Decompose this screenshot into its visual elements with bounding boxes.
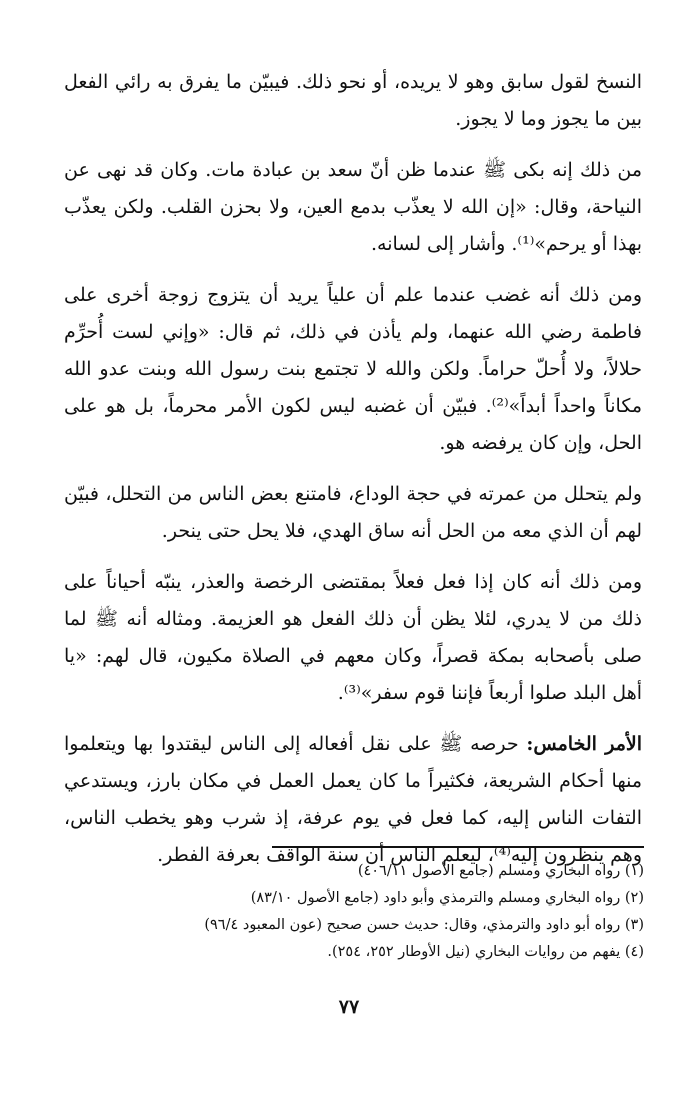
footnote-separator	[272, 846, 644, 848]
footnote-3: (٣) رواه أبو داود والترمذي، وقال: حديث حسن صحيح (عون المعبود ٩٦/٤)	[204, 917, 644, 933]
section-heading-fifth: الأمر الخامس:	[526, 733, 642, 755]
paragraph-6-text: حرصه ﷺ على نقل أفعاله إلى الناس ليقتدوا بها ويتعلموا منها أحكام الشريعة، فكثيراً ما كان يعمل العمل في مكان بارز، ويستدعي التفات الناس إليه، كما فعل في يوم عرفة، إذ شرب وهو يخطب الناس، وهم ينظرون إليه⁽⁴⁾، ليعلم الناس أن سنة الواقف بعرفة الفطر.	[64, 733, 642, 866]
footnote-1: (١) رواه البخاري ومسلم (جامع الأصول ٤٠٦/١١)	[357, 863, 644, 879]
footnotes	[64, 858, 644, 966]
paragraph-3: ومن ذلك أنه غضب عندما علم أن علياً يريد أن يتزوج زوجة أخرى على فاطمة رضي الله عنهما، ولم يأذن في ذلك، ثم قال: «وإني لست أُحرِّم حلالاً، ولا أُحلّ حراماً. ولكن والله لا تجتمع بنت رسول الله وبنت عدو الله مكاناً واحداً أبداً»⁽²⁾. فبيّن أن غضبه ليس لكون الأمر محرماً، بل هو على الحل، وإن كان يرفضه هو.	[64, 284, 642, 454]
paragraph-6	[64, 726, 642, 874]
footnote-4: (٤) يفهم من روايات البخاري (نيل الأوطار ٢٥٢، ٢٥٤).	[327, 944, 644, 960]
page-number: ٧٧	[338, 996, 360, 1018]
footnote-2: (٢) رواه البخاري ومسلم والترمذي وأبو داود (جامع الأصول ٨٣/١٠)	[250, 890, 644, 906]
page-body	[64, 64, 642, 888]
paragraph-2: من ذلك إنه بكى ﷺ عندما ظن أنّ سعد بن عبادة مات. وكان قد نهى عن النياحة، وقال: «إن الله لا يعذّب بدمع العين، ولا بحزن القلب. ولكن يعذّب بهذا أو يرحم»⁽¹⁾. وأشار إلى لسانه.	[64, 159, 642, 255]
paragraph-4: ولم يتحلل من عمرته في حجة الوداع، فامتنع بعض الناس من التحلل، فبيّن لهم أن الذي معه من الحل أنه ساق الهدي، فلا يحل حتى ينحر.	[64, 483, 642, 542]
paragraph-5: ومن ذلك أنه كان إذا فعل فعلاً بمقتضى الرخصة والعذر، ينبّه أحياناً على ذلك من لا يدري، لئلا يظن أن ذلك الفعل هو العزيمة. ومثاله أنه ﷺ لما صلى بأصحابه بمكة قصراً، وكان معهم في الصلاة مكيون، قال لهم: «يا أهل البلد صلوا أربعاً فإننا قوم سفر»⁽³⁾.	[64, 571, 643, 704]
paragraph-1: النسخ لقول سابق وهو لا يريده، أو نحو ذلك. فيبيّن ما يفرق به رائي الفعل بين ما يجوز وما لا يجوز.	[64, 71, 642, 130]
